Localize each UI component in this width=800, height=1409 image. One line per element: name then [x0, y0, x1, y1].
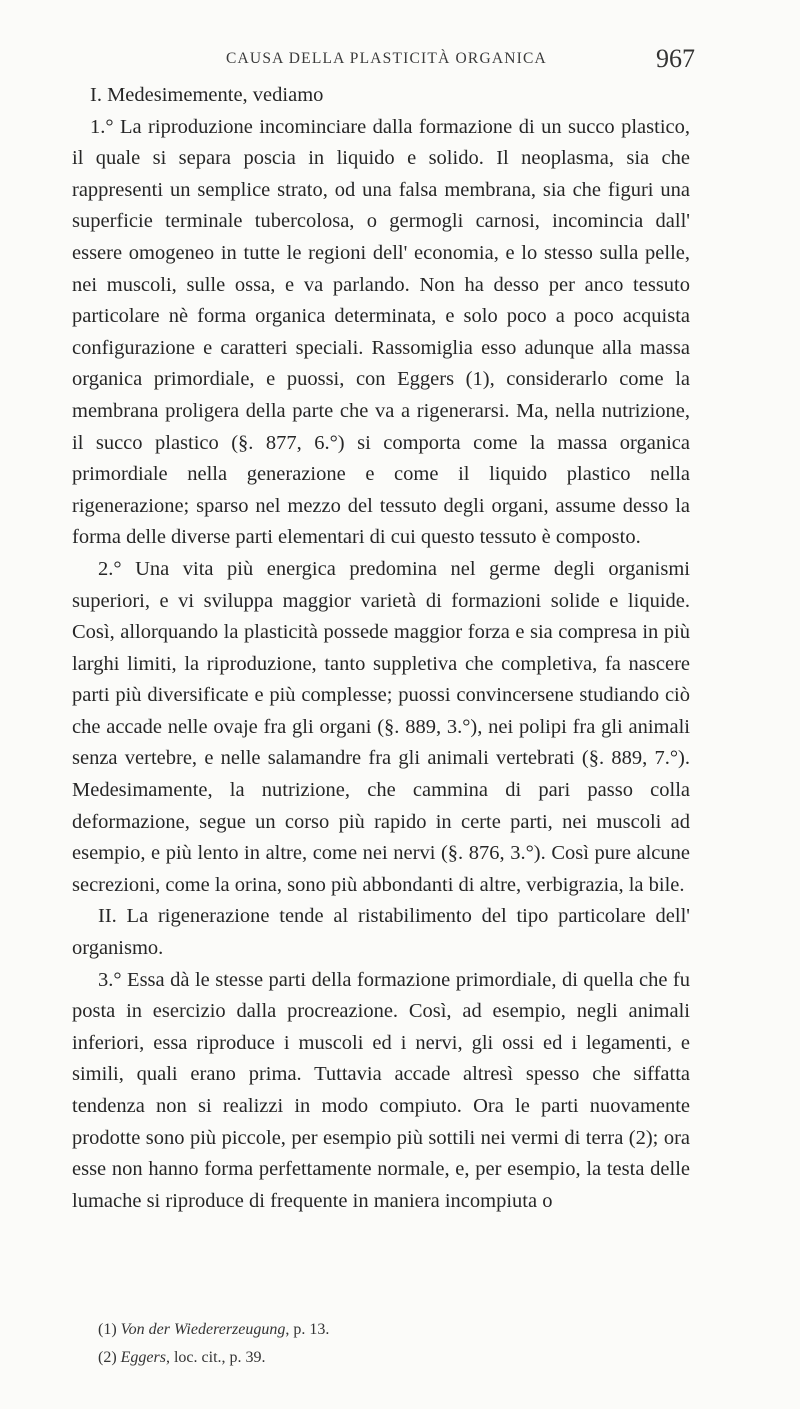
running-title: CAUSA DELLA PLASTICITÀ ORGANICA [226, 50, 547, 67]
footnote-1 [98, 1316, 698, 1344]
footnote-ref: , loc. cit., p. 39. [165, 1349, 266, 1366]
footnotes [98, 1316, 698, 1372]
paragraph-heading-i: I. Medesimemente, vediamo [90, 84, 324, 106]
running-head [0, 44, 800, 76]
paragraph-1: 1.° La riproduzione incominciare dalla formazione di un succo plastico, il quale si separa poscia in liquido e solido. Il neoplasma, sia che rappresenti un semplice strato, od una falsa membrana, sia che figuri una superficie terminale tubercolosa, o germogli carnosi, incomincia dall' essere omogeneo in tutte le regioni dell' economia, e lo stesso sulla pelle, nei muscoli, sulle ossa, e va parlando. Non ha desso per anco tessuto particolare nè forma organica determinata, e solo poco a poco acquista configurazione e caratteri speciali. Rassomiglia esso adunque alla massa organica primordiale, e puossi, con Eggers (1), considerarlo come la membrana proligera della parte che va a rigenerarsi. Ma, nella nutrizione, il succo plastico (§. 877, 6.°) si comporta come la massa organica primordiale nella generazione e come il liquido plastico nella rigenerazione; sparso nel mezzo del tessuto degli organi, assume desso la forma delle diverse parti elementari di cui questo tessuto è composto. [72, 115, 690, 549]
footnote-ref: , p. 13. [285, 1321, 330, 1338]
paragraph-heading-ii: II. La rigenerazione tende al ristabilimento del tipo particolare dell' organismo. [72, 905, 690, 960]
paragraph-2: 2.° Una vita più energica predomina nel germe degli organismi superiori, e vi sviluppa maggior varietà di formazioni solide e liquide. Così, allorquando la plasticità possede maggior forza e sia compresa in più larghi limiti, la riproduzione, tanto suppletiva che completiva, fa nascere parti più diversificate e più complesse; puossi convincersene studiando ciò che accade nelle ovaje fra gli organi (§. 889, 3.°), nei polipi fra gli animali senza vertebre, e nelle salamandre fra gli animali vertebrati (§. 889, 7.°). Medesimamente, la nutrizione, che cammina di pari passo colla deformazione, segue un corso più rapido in certe parti, nei muscoli ad esempio, e più lento in altre, come nei nervi (§. 876, 3.°). Così pure alcune secrezioni, come la orina, sono più abbondanti di altre, verbigrazia, la bile. [72, 557, 690, 896]
page-number: 967 [656, 44, 695, 73]
footnote-mark: (1) [98, 1321, 117, 1338]
footnote-title: Eggers [120, 1349, 166, 1366]
footnote-title: Von der Wiedererzeugung [120, 1321, 286, 1338]
footnote-2 [98, 1344, 698, 1372]
footnote-mark: (2) [98, 1349, 117, 1366]
body-text [72, 80, 690, 1217]
paragraph-3: 3.° Essa dà le stesse parti della formazione primordiale, di quella che fu posta in esercizio dalla procreazione. Così, ad esempio, negli animali inferiori, essa riproduce i muscoli ed i nervi, gli ossi ed i legamenti, e simili, quali erano prima. Tuttavia accade altresì spesso che siffatta tendenza non si realizzi in modo compiuto. Ora le parti nuovamente prodotte sono più piccole, per esempio più sottili nei vermi di terra (2); ora esse non hanno forma perfettamente normale, e, per esempio, la testa delle lumache si riproduce di frequente in maniera incompiuta o [72, 968, 690, 1212]
